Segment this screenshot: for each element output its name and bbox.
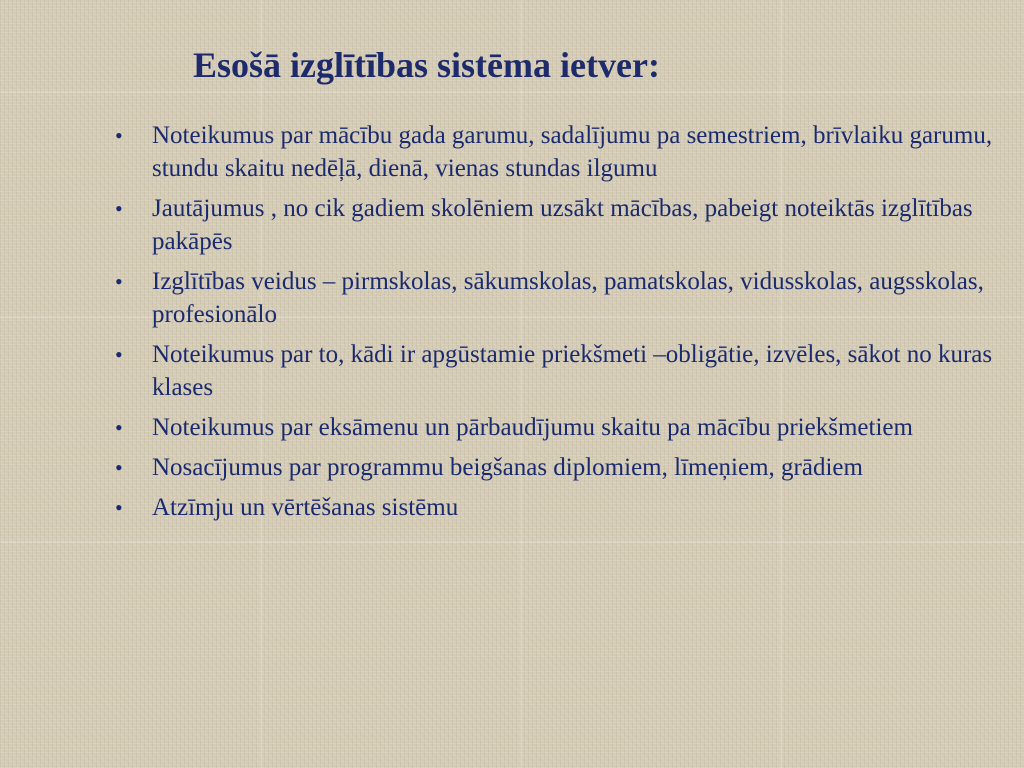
bullet-list (113, 119, 1018, 531)
bullet-item-diplomas (113, 451, 1018, 484)
bullet-text: Noteikumus par mācību gada garumu, sadalījumu pa semestriem, brīvlaiku garumu, stundu skaitu nedēļā, dienā, vienas stundas ilgumu (152, 122, 993, 182)
bullet-marker: • (115, 415, 123, 440)
bullet-text: Nosacījumus par programmu beigšanas diplomiem, līmeņiem, grādiem (152, 454, 863, 481)
bullet-marker: • (115, 196, 123, 221)
bullet-marker: • (115, 455, 123, 480)
bullet-item-school-year-rules (113, 119, 1018, 185)
bullet-text: Noteikumus par to, kādi ir apgūstamie priekšmeti –obligātie, izvēles, sākot no kuras klases (152, 341, 993, 401)
bullet-marker: • (115, 123, 123, 148)
bullet-item-school-start-age (113, 192, 1018, 258)
bullet-text: Atzīmju un vērtēšanas sistēmu (152, 494, 459, 521)
bullet-text: Izglītības veidus – pirmskolas, sākumskolas, pamatskolas, vidusskolas, augsskolas, profesionālo (152, 268, 984, 328)
bullet-item-education-types (113, 265, 1018, 331)
bullet-text: Noteikumus par eksāmenu un pārbaudījumu skaitu pa mācību priekšmetiem (152, 414, 913, 441)
bullet-marker: • (115, 342, 123, 367)
bullet-marker: • (115, 269, 123, 294)
slide-title: Esošā izglītības sistēma ietver: (193, 45, 660, 85)
bullet-item-subjects (113, 338, 1018, 404)
bullet-marker: • (115, 495, 123, 520)
bullet-text: Jautājumus , no cik gadiem skolēniem uzsākt mācības, pabeigt noteiktās izglītības pakāpēs (152, 195, 973, 255)
bullet-item-exams (113, 411, 1018, 444)
bullet-item-grading-system (113, 491, 1018, 524)
